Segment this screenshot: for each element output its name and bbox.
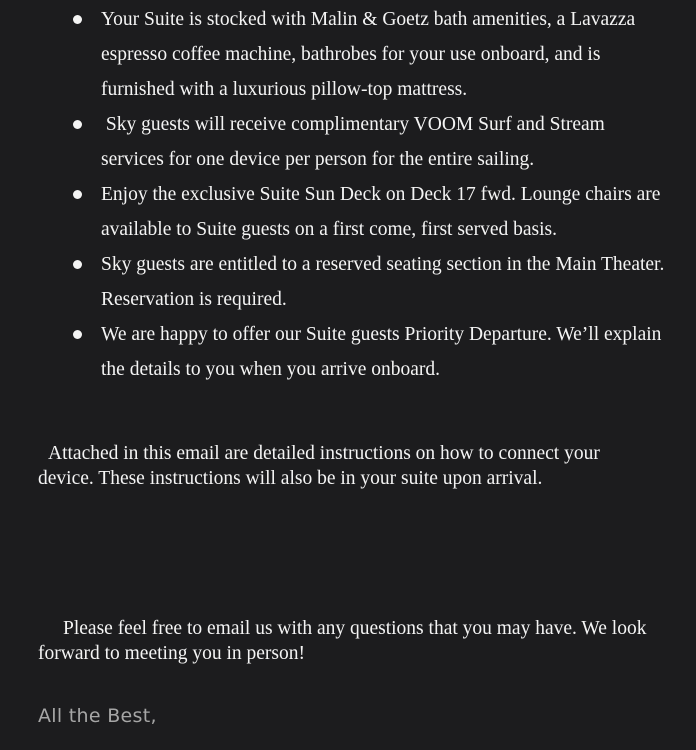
bullet-icon [73,190,82,199]
list-item [0,107,696,177]
list-item-text: Enjoy the exclusive Suite Sun Deck on Deck 17 fwd. Lounge chairs are available to Suite guests on a first come, first served basis. [101,184,661,240]
bullet-icon [73,260,82,269]
list-item [0,177,696,247]
list-item-text: Sky guests will receive complimentary VOOM Surf and Stream services for one device per person for the entire sailing. [101,114,610,170]
attached-instructions-paragraph: Attached in this email are detailed instructions on how to connect your device. These instructions will also be in your suite upon arrival. [38,443,600,489]
list-item-text: Sky guests are entitled to a reserved seating section in the Main Theater. Reservation is required. [101,254,665,310]
list-item-text: We are happy to offer our Suite guests Priority Departure. We’ll explain the details to you when you arrive onboard. [101,324,662,380]
bullet-icon [73,330,82,339]
list-item [0,247,696,317]
sign-off: All the Best, [38,705,157,727]
bullet-icon [73,15,82,24]
list-item [0,2,696,107]
list-item [0,317,696,387]
list-item-text: Your Suite is stocked with Malin & Goetz bath amenities, a Lavazza espresso coffee machine, bathrobes for your use onboard, and is furnished with a luxurious pillow-top mattress. [101,9,636,100]
bullet-icon [73,120,82,129]
amenities-list [0,2,696,387]
questions-paragraph: Please feel free to email us with any questions that you may have. We look forward to meeting you in person! [38,618,647,664]
